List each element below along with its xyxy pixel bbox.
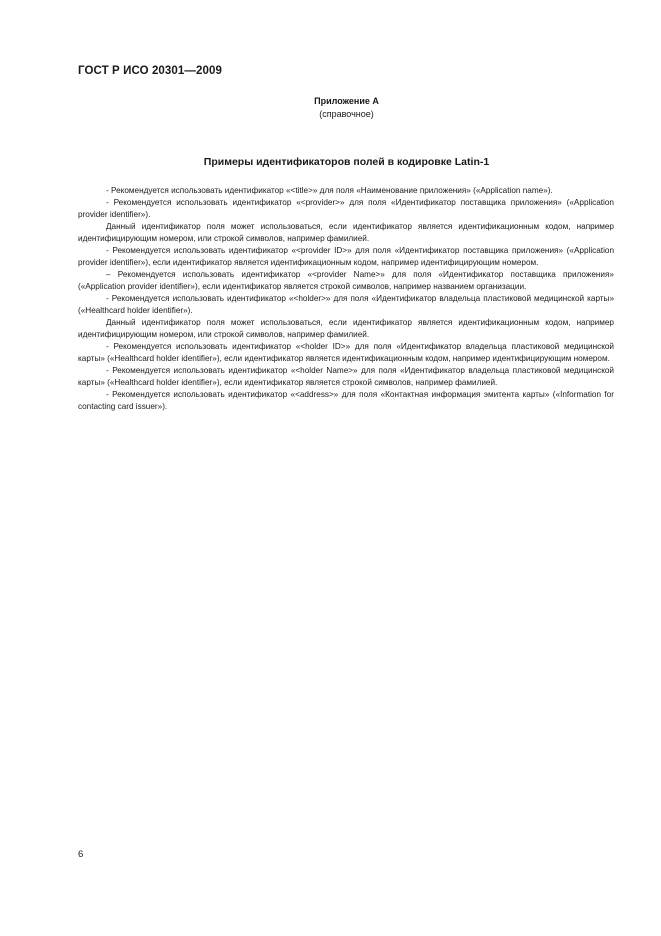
- paragraph-holder-id-identifier: - Рекомендуется использовать идентификатор «<holder ID>» для поля «Идентификатор владельца пластиковой медицинской карты» («Healthcard holder identifier»), если идентификатор является идентификационным кодом, например идентифицирующим номером.: [78, 342, 614, 363]
- paragraph-title-identifier: - Рекомендуется использовать идентификатор «<title>» для поля «Наименование приложения» («Application name»).: [106, 186, 553, 195]
- paragraph-provider-identifier: - Рекомендуется использовать идентификатор «<provider>» для поля «Идентификатор поставщика приложения» («Application provider identifier»).: [78, 198, 614, 219]
- paragraph-provider-name-identifier: – Рекомендуется использовать идентификатор «<provider Name>» для поля «Идентификатор поставщика приложения» («Application provider identifier»), если идентификатор является строкой символов, например названием организации.: [78, 270, 614, 291]
- appendix-subtitle: (справочное): [319, 109, 374, 119]
- paragraph-provider-usage-note: Данный идентификатор поля может использоваться, если идентификатор является идентификационным кодом, например идентифицирующим номером, или строкой символов, например фамилией.: [78, 222, 614, 243]
- paragraph-holder-usage-note: Данный идентификатор поля может использоваться, если идентификатор является идентификационным кодом, например идентифицирующим номером, или строкой символов, например фамилией.: [78, 318, 614, 339]
- body-text: [78, 185, 614, 413]
- document-code: ГОСТ Р ИСО 20301—2009: [78, 65, 223, 77]
- section-title: Примеры идентификаторов полей в кодировке Latin-1: [203, 156, 490, 168]
- paragraph-holder-name-identifier: - Рекомендуется использовать идентификатор «<holder Name>» для поля «Идентификатор владельца пластиковой медицинской карты» («Healthcard holder identifier»), если идентификатор является строкой символов, например фамилией.: [78, 366, 614, 387]
- paragraph-holder-identifier: - Рекомендуется использовать идентификатор «<holder>» для поля «Идентификатор владельца пластиковой медицинской карты» («Healthcard holder identifier»).: [78, 294, 614, 315]
- paragraph-address-identifier: - Рекомендуется использовать идентификатор «<address>» для поля «Контактная информация эмитента карты» («Information for contacting card issuer»).: [78, 390, 614, 411]
- paragraph-provider-id-identifier: - Рекомендуется использовать идентификатор «<provider ID>» для поля «Идентификатор поставщика приложения» («Application provider identifier»), если идентификатор является идентификационным кодом, например идентифицирующим номером.: [78, 246, 614, 267]
- page-number: 6: [78, 849, 84, 860]
- appendix-title: Приложение А: [314, 96, 379, 106]
